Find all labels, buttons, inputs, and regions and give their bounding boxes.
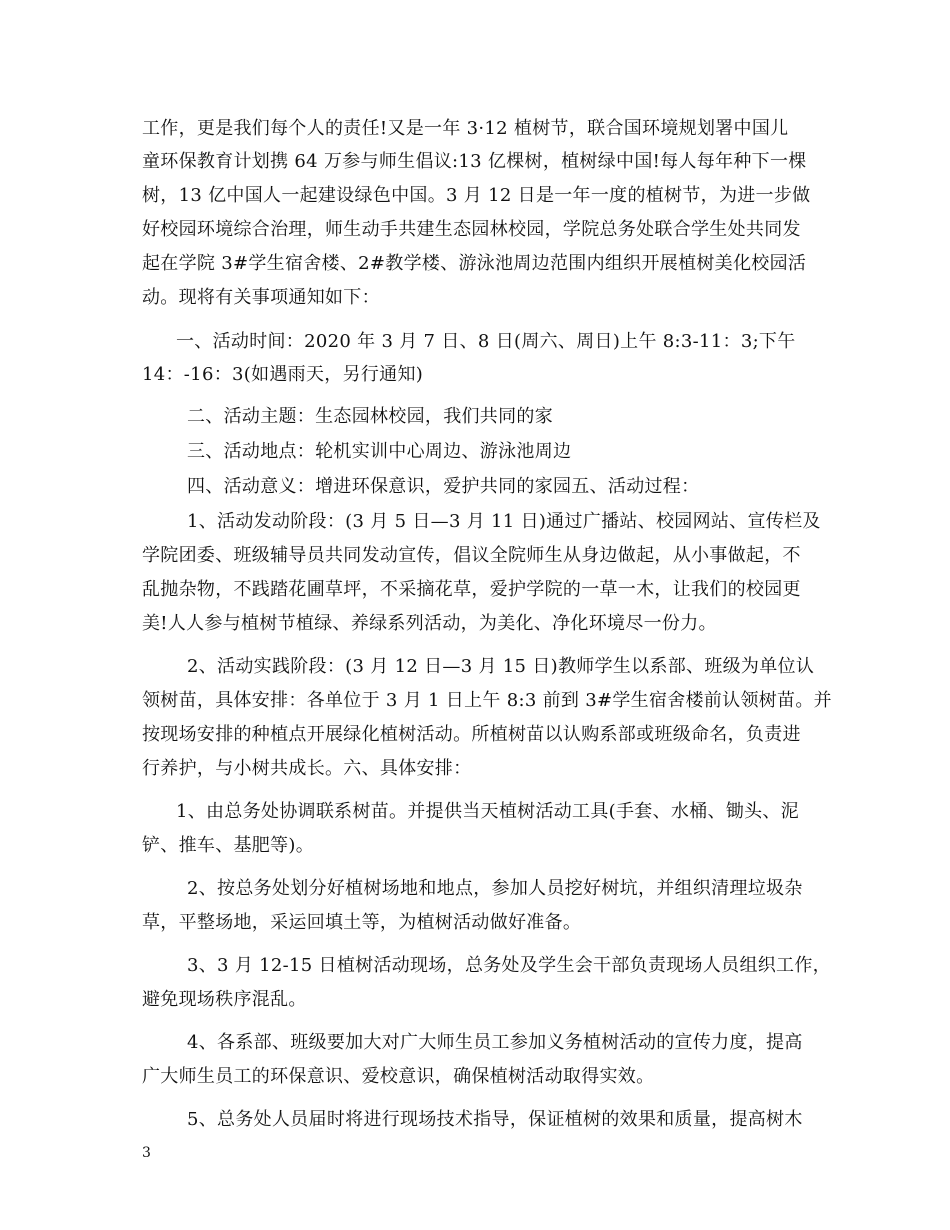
body-text-line: 避免现场秩序混乱。 xyxy=(142,989,307,1010)
body-text-line: 3、3 月 12-15 日植树活动现场，总务处及学生会干部负责现场人员组织工作， xyxy=(187,955,831,976)
body-text-line: 动。现将有关事项通知如下： xyxy=(142,287,380,308)
body-text-line: 行养护，与小树共成长。六、具体安排： xyxy=(142,758,472,779)
body-text-line: 童环保教育计划携 64 万参与师生倡议:13 亿棵树，植树绿中国!每人每年种下一棵 xyxy=(142,151,807,172)
body-text-line: 一、活动时间：2020 年 3 月 7 日、8 日(周六、周日)上午 8:3-11：3;下午 xyxy=(176,331,796,352)
body-text-line: 二、活动主题：生态园林校园，我们共同的家 xyxy=(187,406,553,427)
page-number: 3 xyxy=(142,1145,151,1161)
body-text-line: 2、活动实践阶段：(3 月 12 日—3 月 15 日)教师学生以系部、班级为单位认 xyxy=(187,656,815,677)
body-text-line: 美!人人参与植树节植绿、养绿系列活动，为美化、净化环境尽一份力。 xyxy=(142,613,717,634)
body-text-line: 广大师生员工的环保意识、爱校意识，确保植树活动取得实效。 xyxy=(142,1066,655,1087)
body-text-line: 好校园环境综合治理，师生动手共建生态园林校园，学院总务处联合学生处共同发 xyxy=(142,219,801,240)
body-text-line: 4、各系部、班级要加大对广大师生员工参加义务植树活动的宣传力度，提高 xyxy=(187,1032,803,1053)
body-text-line: 铲、推车、基肥等)。 xyxy=(142,835,315,856)
body-text-line: 工作，更是我们每个人的责任!又是一年 3·12 植树节，联合国环境规划署中国儿 xyxy=(142,118,789,139)
body-text-line: 学院团委、班级辅导员共同发动宣传，倡议全院师生从身边做起，从小事做起，不 xyxy=(142,545,801,566)
body-text-line: 14：-16：3(如遇雨天，另行通知) xyxy=(142,364,424,385)
body-text-line: 1、活动发动阶段：(3 月 5 日—3 月 11 日)通过广播站、校园网站、宣传栏及 xyxy=(187,511,821,532)
body-text-line: 草，平整场地，采运回填土等，为植树活动做好准备。 xyxy=(142,912,582,933)
body-text-line: 5、总务处人员届时将进行现场技术指导，保证植树的效果和质量，提高树木 xyxy=(187,1109,803,1130)
body-text-line: 2、按总务处划分好植树场地和地点，参加人员挖好树坑，并组织清理垃圾杂 xyxy=(187,878,803,899)
body-text-line: 按现场安排的种植点开展绿化植树活动。所植树苗以认购系部或班级命名，负责进 xyxy=(142,724,801,745)
body-text-line: 四、活动意义：增进环保意识，爱护共同的家园五、活动过程： xyxy=(187,476,700,497)
body-text-line: 树，13 亿中国人一起建设绿色中国。3 月 12 日是一年一度的植树节，为进一步做 xyxy=(142,185,811,206)
body-text-line: 领树苗，具体安排：各单位于 3 月 1 日上午 8:3 前到 3#学生宿舍楼前认领树苗。并 xyxy=(142,690,832,711)
body-text-line: 乱抛杂物，不践踏花圃草坪，不采摘花草，爱护学院的一草一木，让我们的校园更 xyxy=(142,579,801,600)
body-text-line: 三、活动地点：轮机实训中心周边、游泳池周边 xyxy=(187,441,572,462)
body-text-line: 1、由总务处协调联系树苗。并提供当天植树活动工具(手套、水桶、锄头、泥 xyxy=(176,801,799,822)
body-text-line: 起在学院 3#学生宿舍楼、2#教学楼、游泳池周边范围内组织开展植树美化校园活 xyxy=(142,253,807,274)
